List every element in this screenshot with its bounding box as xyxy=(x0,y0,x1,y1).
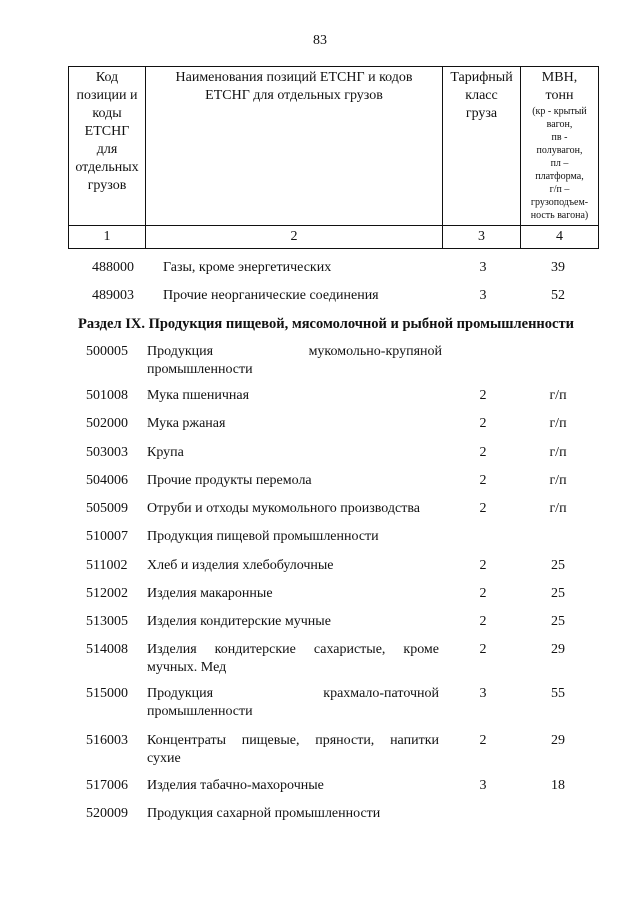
row-mvn: г/п xyxy=(549,473,567,488)
row-name: Прочие неорганические соединения xyxy=(163,288,379,303)
header-number-1: 1 xyxy=(69,226,146,249)
row-class: 3 xyxy=(479,260,487,275)
row-mvn: 29 xyxy=(551,642,565,657)
row-name: Концентраты пищевые, пряности, напитки сухие xyxy=(147,733,439,766)
header-number-4: 4 xyxy=(521,226,599,249)
row-name: Газы, кроме энергетических xyxy=(163,260,332,275)
row-mvn: 25 xyxy=(551,614,565,629)
row-class: 2 xyxy=(479,614,487,629)
row-name: Изделия макаронные xyxy=(147,586,273,601)
row-mvn: г/п xyxy=(549,501,567,516)
row-mvn: 29 xyxy=(551,733,565,748)
row-name: Хлеб и изделия хлебобулочные xyxy=(147,558,334,573)
row-code: 515000 xyxy=(86,686,128,701)
row-code: 512002 xyxy=(86,586,128,601)
row-mvn: г/п xyxy=(549,445,567,460)
row-mvn: г/п xyxy=(549,416,567,431)
row-class: 3 xyxy=(479,778,487,793)
row-mvn: 55 xyxy=(551,686,565,701)
row-class: 2 xyxy=(479,416,487,431)
row-name: Прочие продукты перемола xyxy=(147,473,312,488)
row-name: Отруби и отходы мукомольного производства xyxy=(147,501,420,516)
row-name: Изделия кондитерские мучные xyxy=(147,614,331,629)
row-code: 514008 xyxy=(86,642,128,657)
row-name: Продукция крахмало-паточной промышленности xyxy=(147,686,439,719)
row-code: 517006 xyxy=(86,778,128,793)
table-header xyxy=(68,66,599,249)
row-class: 2 xyxy=(479,501,487,516)
row-mvn: 52 xyxy=(551,288,565,303)
row-name: Продукция пищевой промышленности xyxy=(147,529,379,544)
row-mvn: 25 xyxy=(551,586,565,601)
row-code: 489003 xyxy=(92,288,134,303)
header-code-column: Код позиции и коды ЕТСНГ для отдельных грузов xyxy=(69,67,146,226)
row-class: 3 xyxy=(479,686,487,701)
header-mvn-column: МВН, тонн (кр - крытый вагон, пв - полувагон, пл – платформа, г/п – грузоподъем- ность вагона) xyxy=(521,67,599,226)
section-title: Раздел IX. Продукция пищевой, мясомолочной и рыбной промышленности xyxy=(78,316,574,332)
row-class: 3 xyxy=(479,288,487,303)
row-code: 502000 xyxy=(86,416,128,431)
row-mvn: 25 xyxy=(551,558,565,573)
row-code: 516003 xyxy=(86,733,128,748)
row-class: 2 xyxy=(479,445,487,460)
row-name: Изделия кондитерские сахаристые, кроме мучных. Мед xyxy=(147,642,439,675)
row-code: 501008 xyxy=(86,388,128,403)
row-name: Продукция сахарной промышленности xyxy=(147,806,381,821)
row-name: Изделия табачно-махорочные xyxy=(147,778,324,793)
row-code: 511002 xyxy=(86,558,128,573)
row-class: 2 xyxy=(479,586,487,601)
row-code: 500005 xyxy=(86,344,128,359)
row-code: 505009 xyxy=(86,501,128,516)
row-class: 2 xyxy=(479,473,487,488)
row-name: Продукция мукомольно-крупяной промышленности xyxy=(147,344,442,377)
row-class: 2 xyxy=(479,558,487,573)
page-number: 83 xyxy=(313,33,327,48)
row-code: 520009 xyxy=(86,806,128,821)
row-code: 504006 xyxy=(86,473,128,488)
row-mvn: г/п xyxy=(549,388,567,403)
row-name: Мука пшеничная xyxy=(147,388,250,403)
row-class: 2 xyxy=(479,733,487,748)
header-name-column: Наименования позиций ЕТСНГ и кодов ЕТСНГ для отдельных грузов xyxy=(146,67,443,226)
row-mvn: 39 xyxy=(551,260,565,275)
row-name: Крупа xyxy=(147,445,184,460)
row-class: 2 xyxy=(479,642,487,657)
header-number-2: 2 xyxy=(146,226,443,249)
header-number-3: 3 xyxy=(443,226,521,249)
row-code: 488000 xyxy=(92,260,134,275)
row-code: 510007 xyxy=(86,529,128,544)
row-class: 2 xyxy=(479,388,487,403)
row-mvn: 18 xyxy=(551,778,565,793)
header-class-column: Тарифный класс груза xyxy=(443,67,521,226)
row-code: 513005 xyxy=(86,614,128,629)
row-code: 503003 xyxy=(86,445,128,460)
row-name: Мука ржаная xyxy=(147,416,226,431)
